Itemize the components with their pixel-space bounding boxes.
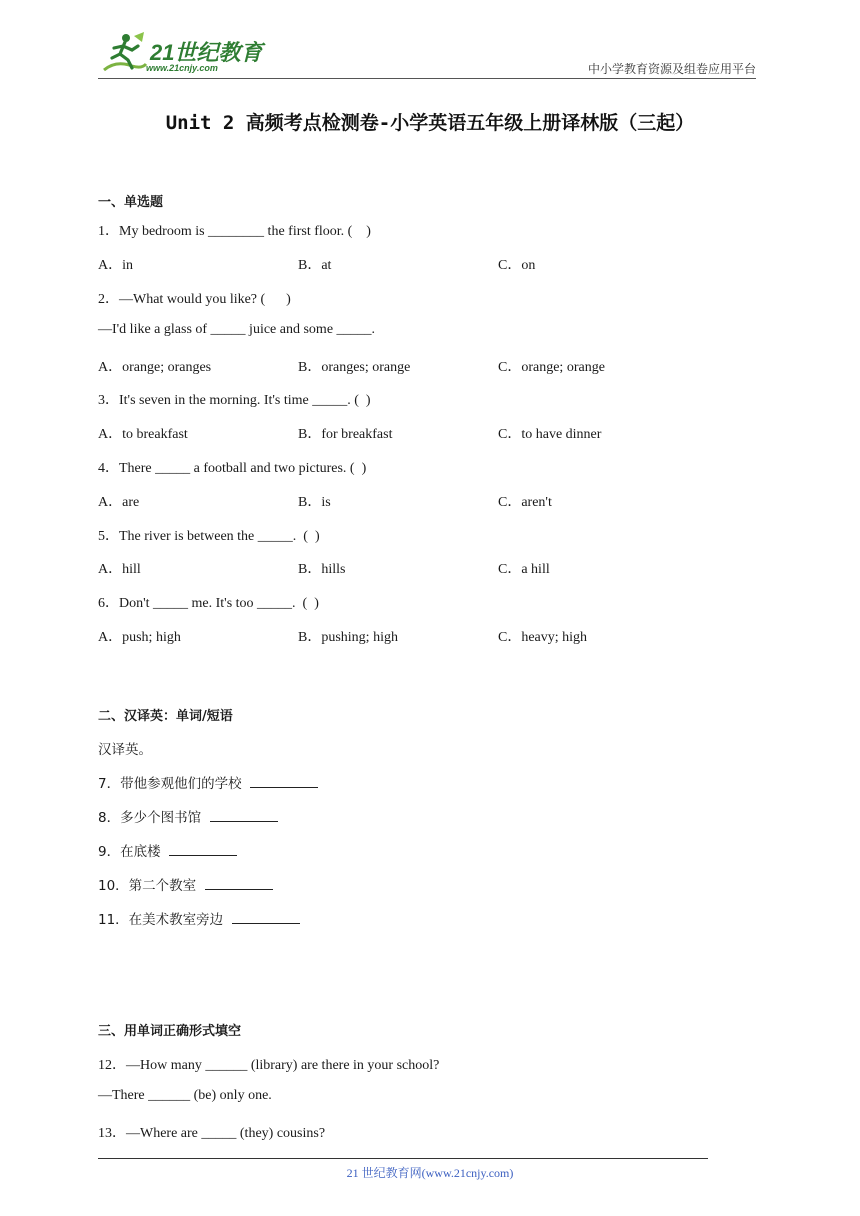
question-9: [98, 840, 237, 860]
header-divider: [98, 78, 756, 79]
q3-option-c: C．to have dinner: [498, 427, 602, 442]
q3-option-b: B．for breakfast: [298, 427, 393, 442]
question-10: [98, 874, 273, 894]
q1-option-a: A．in: [98, 258, 133, 273]
q1-option-b: B．at: [298, 258, 332, 273]
q2-option-c: C．orange; orange: [498, 360, 605, 375]
question-2-line2: —I'd like a glass of _____ juice and some _____.: [98, 322, 376, 337]
q5-option-c: C．a hill: [498, 562, 550, 577]
logo: [98, 30, 268, 78]
question-7-text: 7．带他参观他们的学校: [98, 776, 242, 792]
question-12-line2: —There ______ (be) only one.: [98, 1088, 272, 1103]
question-2: 2．—What would you like? ( ): [98, 292, 291, 307]
question-11: [98, 908, 300, 928]
q4-option-c: C．aren't: [498, 495, 552, 510]
question-10-text: 10．第二个教室: [98, 878, 197, 894]
footer-divider: [98, 1158, 708, 1159]
answer-blank[interactable]: [250, 773, 318, 788]
q5-option-b: B．hills: [298, 562, 346, 577]
question-1: 1．My bedroom is ________ the first floor. ( ): [98, 224, 371, 239]
section-title-3: 三、用单词正确形式填空: [98, 1024, 242, 1039]
q3-option-a: A．to breakfast: [98, 427, 188, 442]
question-8-text: 8．多少个图书馆: [98, 810, 202, 826]
q2-option-b: B．oranges; orange: [298, 360, 411, 375]
question-12: 12．—How many ______ (library) are there in your school?: [98, 1058, 440, 1073]
question-13: 13．—Where are _____ (they) cousins?: [98, 1126, 326, 1141]
logo-text: 21世纪教育: [150, 40, 263, 65]
section-2-instruction: 汉译英。: [98, 742, 152, 758]
answer-blank[interactable]: [205, 875, 273, 890]
question-9-text: 9．在底楼: [98, 844, 161, 860]
answer-blank[interactable]: [210, 807, 278, 822]
section-title-1: 一、单选题: [98, 195, 164, 210]
answer-blank[interactable]: [232, 909, 300, 924]
page-footer: 21 世纪教育网(www.21cnjy.com): [346, 1166, 514, 1180]
question-5: 5．The river is between the _____. ( ): [98, 529, 320, 544]
page-header: [98, 30, 756, 78]
q6-option-a: A．push; high: [98, 630, 181, 645]
q2-option-a: A．orange; oranges: [98, 360, 212, 375]
header-platform-text: 中小学教育资源及组卷应用平台: [587, 62, 756, 76]
q6-option-b: B．pushing; high: [298, 630, 398, 645]
section-title-2: 二、汉译英：单词/短语: [98, 709, 233, 724]
question-3: 3．It's seven in the morning. It's time _____. ( ): [98, 393, 371, 408]
question-4: 4．There _____ a football and two pictures. ( ): [98, 461, 367, 476]
logo-url: www.21cnjy.com: [146, 63, 218, 73]
question-11-text: 11．在美术教室旁边: [98, 912, 224, 928]
runner-logo-icon: [98, 30, 148, 76]
q1-option-c: C．on: [498, 258, 536, 273]
q4-option-a: A．are: [98, 495, 140, 510]
question-7: [98, 772, 318, 792]
page-title: Unit 2 高频考点检测卷-小学英语五年级上册译林版（三起）: [165, 112, 695, 134]
question-8: [98, 806, 278, 826]
answer-blank[interactable]: [169, 841, 237, 856]
question-6: 6．Don't _____ me. It's too _____. ( ): [98, 596, 319, 611]
q6-option-c: C．heavy; high: [498, 630, 588, 645]
q5-option-a: A．hill: [98, 562, 141, 577]
q4-option-b: B．is: [298, 495, 331, 510]
